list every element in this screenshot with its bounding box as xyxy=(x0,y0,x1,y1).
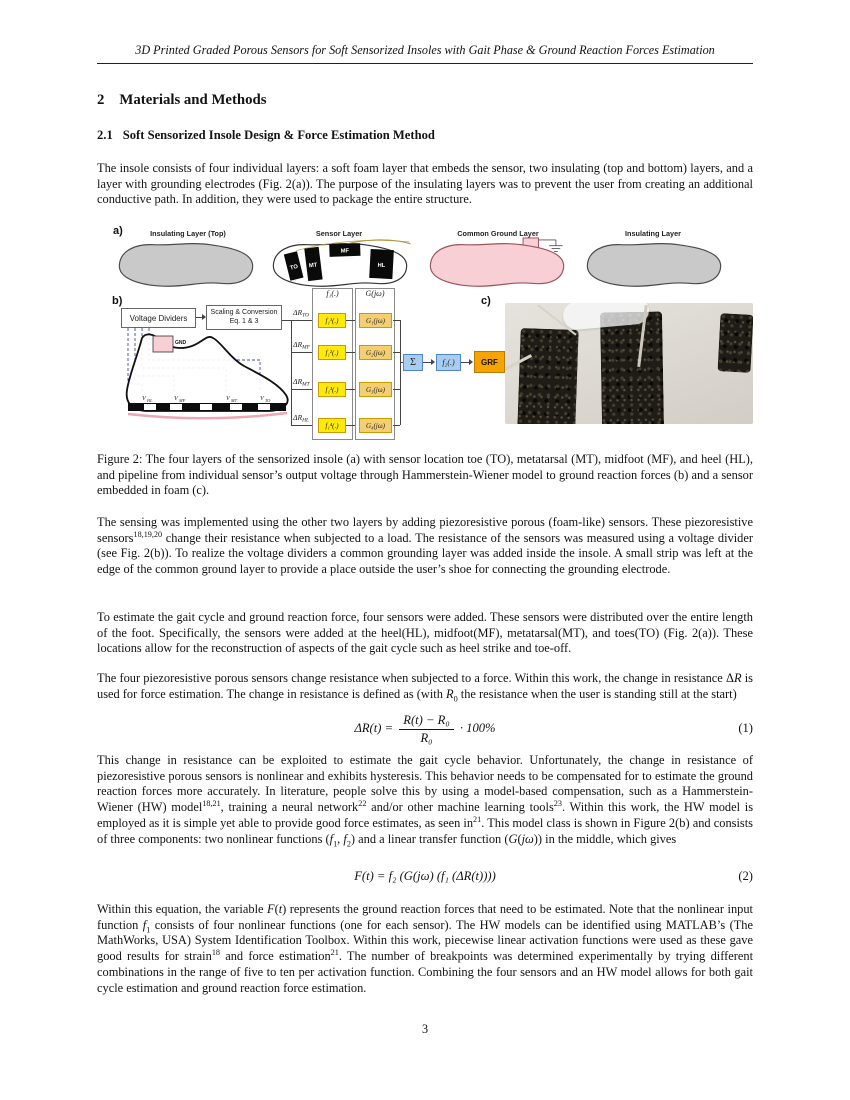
svg-text:MT: MT xyxy=(308,262,318,270)
g-column-header: G(jω) xyxy=(365,289,385,298)
panel-a-label: a) xyxy=(113,225,123,237)
paragraph-3: To estimate the gait cycle and ground reaction force, four sensors were added. These sensors were distributed over the entire length of the foot. Specifically, the sensors were added at the heel(HL), midfoot(MF), metatarsal(MT), and toes(TO) (Fig. 2(a)). These locations allow for the reconstruction of aspects of the gait cycle such as heel strike and toe-off. xyxy=(97,610,753,656)
f1-block-1: f₁¹(.) xyxy=(318,313,346,328)
gnd-box xyxy=(153,336,173,352)
insole-sensor-layer xyxy=(266,237,414,293)
connector-line xyxy=(346,320,355,321)
arrowhead-icon xyxy=(469,359,473,365)
gnd-label: GND xyxy=(175,340,187,346)
paragraph-5: This change in resistance can be exploited to estimate the gait cycle behavior. Unfortunately, the change in resistance of piezoresistive porous sensors is nonlinear and exhibits hysteresis. This behavior needs to be compensated for to estimate the ground reaction forces more accurately. In literature, people solve this by using a model-based compensation, such as a Hammerstein-Wiener (HW) model$^{18,21}$, training a neural network$^{22}$ and/or other machine learning tools$^{23}$. Within this work, the HW model is employed as it is simple yet able to provide good force estimates, as seen $in^{21}$. This model class is shown in Figure 2(b) and consists of three components: two nonlinear functions ($f_1$, $f_2$) and a linear transfer function (G(jω)) in the middle, which gives xyxy=(97,753,754,848)
f1-block-3: f₁³(.) xyxy=(318,382,346,397)
arrowhead-icon xyxy=(431,359,435,365)
bus-line xyxy=(400,320,401,425)
layer-title-insulating: Insulating Layer xyxy=(625,229,681,238)
equation-1 xyxy=(97,709,753,747)
layer-title-insulating-top: Insulating Layer (Top) xyxy=(150,229,226,238)
eq1-denominator: R₀ xyxy=(420,730,433,745)
grf-box: GRF xyxy=(474,351,505,373)
voltage-dividers-box: Voltage Dividers xyxy=(121,308,196,328)
connector-line xyxy=(393,425,400,426)
eq1-fraction xyxy=(399,713,453,745)
connector-line xyxy=(346,425,355,426)
sole-pattern xyxy=(128,403,287,418)
v-label-to-sub: TO xyxy=(265,398,271,403)
g-block-1: G₁(jω) xyxy=(359,313,392,328)
foam-sensor-strip xyxy=(718,313,753,373)
sum-box: Σ xyxy=(403,354,423,371)
paragraph-1: The insole consists of four individual layers: a soft foam layer that embeds the sensor, two insulating (top and bottom) layers, and a layer with grounding electrodes (Fig. 2(a)). The purpose of the insulating layers was to prevent the user from creating an additional conductive path. In addition, they were used to package the entire structure. xyxy=(97,161,753,207)
f2-box: f₂(.) xyxy=(436,354,461,371)
paragraph-2: The sensing was implemented using the other two layers by adding piezoresistive porous (foam-like) sensors. These piezoresistive sensors$^{18,19,20}$ change their resistance when subjected to a load. The resistance of the sensors was measured using a voltage divider (see Fig. 2(b)). To realize the voltage dividers a common grounding layer was added inside the insole. A small strip was left at the edge of the common ground layer to provide a place outside the user’s shoe for connecting the grounding electrode. xyxy=(97,515,753,577)
insole-insulating-top xyxy=(112,237,260,293)
paragraph-4: The four piezoresistive porous sensors change resistance when subjected to a force. Within this work, the change in resistance ΔR is used for force estimation. The change in resistance is defined as (with $R_0$ the resistance when the user is standing still at the start) xyxy=(97,671,753,704)
layer-title-sensor: Sensor Layer xyxy=(315,229,363,238)
connector-line xyxy=(282,320,291,321)
section-title: Materials and Methods xyxy=(119,92,267,108)
dr-sub: HL xyxy=(302,417,310,424)
equation-2-body: F(t) = f₂ (G(jω) (f₁ (ΔR(t)))) xyxy=(354,869,496,883)
insole-common-ground xyxy=(423,237,571,293)
svg-text:TO: TO xyxy=(289,263,299,272)
panel-b-label: b) xyxy=(112,295,123,307)
g-block-4: G₄(jω) xyxy=(359,418,392,433)
equation-1-body xyxy=(97,709,753,747)
insole-insulating-bottom xyxy=(580,237,728,293)
figure-2 xyxy=(0,224,850,450)
dr-base: ΔR xyxy=(293,413,303,422)
subsection-heading xyxy=(97,128,435,143)
scaling-line2: Eq. 1 & 3 xyxy=(229,317,259,325)
dr-base: ΔR xyxy=(293,377,303,386)
eq1-tail: · 100% xyxy=(456,721,496,735)
connector-line xyxy=(393,389,400,390)
eq1-numerator: R(t) − R₀ xyxy=(399,713,453,729)
scaling-line1: Scaling & Conversion xyxy=(210,309,278,316)
subsection-number: 2.1 xyxy=(97,128,113,142)
sensor-pad-hl xyxy=(369,249,394,279)
g-block-2: G₂(jω) xyxy=(359,345,392,360)
eq1-lhs: ΔR(t) = xyxy=(354,721,397,735)
svg-text:MF: MF xyxy=(340,248,350,255)
equation-2-number: (2) xyxy=(738,869,753,883)
foam-sensor-strip xyxy=(517,328,578,424)
panel-c-label: c) xyxy=(481,295,491,307)
equation-2 xyxy=(97,869,753,887)
layer-title-common-ground: Common Ground Layer xyxy=(457,229,539,238)
dr-base: ΔR xyxy=(293,308,303,317)
dr-sub: MF xyxy=(302,344,310,351)
connector-line xyxy=(346,389,355,390)
v-label-to-base: V xyxy=(260,395,264,402)
subsection-title: Soft Sensorized Insole Design & Force Estimation Method xyxy=(122,128,435,142)
paragraph-6: Within this equation, the variable F(t) represents the ground reaction forces that need to be estimated. Note that the nonlinear input function $f_1$ consists of four nonlinear functions (one for each sensor). The HW models can be identified using MATLAB’s (The MathWorks, USA) System Identification Toolbox. Within this work, piecewise linear activation functions were used as these gave good results for strain$^{18}$ and force estimation$^{21}$. The number of breakpoints was determined experimentally by trying different combinations in the range of five to ten per activation function. Combining the four sensors and an HW model allows for both gait cycle estimation and ground reaction force estimation. xyxy=(97,902,754,995)
connector-line xyxy=(393,320,400,321)
v-label-mf-sub: MF xyxy=(179,398,186,403)
v-label-hl-base: V xyxy=(142,395,146,402)
connector-line xyxy=(291,320,314,321)
f1-block-4: f₁⁴(.) xyxy=(318,418,346,433)
connector-line xyxy=(393,352,400,353)
figure-caption: Figure 2: The four layers of the sensorized insole (a) with sensor location toe (TO), metatarsal (MT), midfoot (MF), and heel (HL), and pipeline from individual sensor’s output voltage through Hammerstein-Wiener model to ground reaction forces (b) and a sensor embedded in foam (c). xyxy=(97,452,753,498)
section-heading xyxy=(97,92,267,109)
running-title: 3D Printed Graded Porous Sensors for Soft Sensorized Insoles with Gait Phase & Ground Reaction Forces Estimation xyxy=(97,43,753,64)
v-label-hl-sub: HL xyxy=(147,398,153,403)
section-number: 2 xyxy=(97,92,105,108)
sensor-foam-photo xyxy=(505,303,753,424)
dr-sub: TO xyxy=(302,312,309,319)
page-number: 3 xyxy=(421,1022,429,1036)
dr-base: ΔR xyxy=(293,340,303,349)
sensor-pad-mf xyxy=(329,243,360,257)
v-label-mt-base: V xyxy=(226,395,230,402)
v-label-mf-base: V xyxy=(174,395,178,402)
dr-sub: MT xyxy=(302,381,310,388)
shoe-diagram xyxy=(112,324,312,428)
g-block-3: G₃(jω) xyxy=(359,382,392,397)
f1-block-2: f₁²(.) xyxy=(318,345,346,360)
foam-sensor-strip xyxy=(600,311,664,424)
connector-line xyxy=(346,352,355,353)
svg-text:HL: HL xyxy=(377,262,386,270)
equation-1-number: (1) xyxy=(738,721,753,735)
v-label-mt-sub: MT xyxy=(231,398,237,403)
f1-column-header: f₁(.) xyxy=(326,289,339,298)
